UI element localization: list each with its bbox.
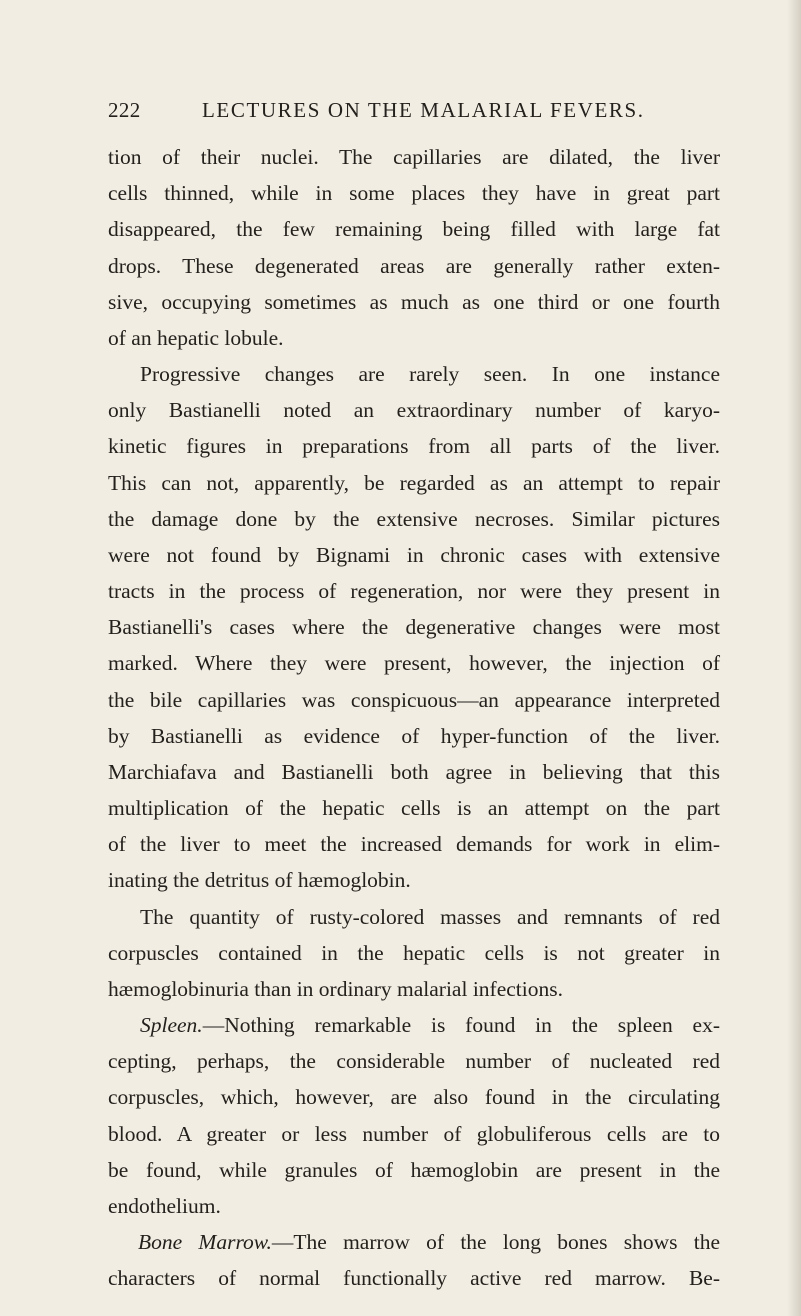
text-line: kinetic figures in preparations from all parts of the liver. xyxy=(108,434,720,459)
running-head xyxy=(108,98,720,128)
spleen-heading: Spleen. xyxy=(140,1013,203,1038)
text-line: only Bastianelli noted an extraordinary number of karyo- xyxy=(108,398,720,423)
spleen-paragraph-first-line xyxy=(108,1007,720,1043)
text-line: of an hepatic lobule. xyxy=(108,325,284,350)
marrow-heading: Bone Marrow. xyxy=(138,1230,272,1255)
text-line: sive, occupying sometimes as much as one third or one fourth xyxy=(108,289,720,314)
text-line: cells thinned, while in some places they have in great part xyxy=(108,181,720,206)
running-title: LECTURES ON THE MALARIAL FEVERS. xyxy=(202,98,645,122)
page-edge-shadow xyxy=(787,0,801,1316)
text-line: corpuscles, which, however, are also found in the circulating xyxy=(108,1085,720,1110)
text-line: characters of normal functionally active red marrow. Be- xyxy=(108,1266,720,1291)
text-line: Marchiafava and Bastianelli both agree in believing that this xyxy=(108,759,720,784)
body-text xyxy=(108,139,720,1297)
page-number: 222 xyxy=(108,98,141,122)
text-line: Bastianelli's cases where the degenerative changes were most xyxy=(108,615,720,640)
text-line: hæmoglobinuria than in ordinary malarial infections. xyxy=(108,976,563,1001)
text-line: were not found by Bignami in chronic cases with extensive xyxy=(108,542,720,567)
text-line: by Bastianelli as evidence of hyper-function of the liver. xyxy=(108,723,720,748)
text-line: tracts in the process of regeneration, nor were they present in xyxy=(108,579,720,604)
text-line: inating the detritus of hæmoglobin. xyxy=(108,868,411,893)
text-line: This can not, apparently, be regarded as an attempt to repair xyxy=(108,470,720,495)
spleen-first-line-rest: —Nothing remarkable is found in the spleen ex- xyxy=(202,1013,720,1038)
text-line: of the liver to meet the increased demands for work in elim- xyxy=(108,832,720,857)
text-line: marked. Where they were present, however, the injection of xyxy=(108,651,720,676)
text-line: disappeared, the few remaining being filled with large fat xyxy=(108,217,720,242)
text-line: the damage done by the extensive necroses. Similar pictures xyxy=(108,506,720,531)
text-line: The quantity of rusty-colored masses and remnants of red xyxy=(140,904,720,929)
text-line: multiplication of the hepatic cells is an attempt on the part xyxy=(108,796,720,821)
text-line: tion of their nuclei. The capillaries are dilated, the liver xyxy=(108,145,720,169)
text-line: blood. A greater or less number of globuliferous cells are to xyxy=(108,1121,720,1146)
text-line: be found, while granules of hæmoglobin are present in the xyxy=(108,1157,720,1182)
text-line: endothelium. xyxy=(108,1193,221,1218)
text-line: Progressive changes are rarely seen. In one instance xyxy=(140,362,720,387)
marrow-first-line-rest: —The marrow of the long bones shows the xyxy=(271,1230,720,1255)
text-line: corpuscles contained in the hepatic cells is not greater in xyxy=(108,940,720,965)
text-line: the bile capillaries was conspicuous—an appearance interpreted xyxy=(108,687,720,712)
text-line: drops. These degenerated areas are generally rather exten- xyxy=(108,253,720,278)
text-line: cepting, perhaps, the considerable number of nucleated red xyxy=(108,1049,720,1074)
marrow-paragraph-first-line xyxy=(108,1224,720,1260)
